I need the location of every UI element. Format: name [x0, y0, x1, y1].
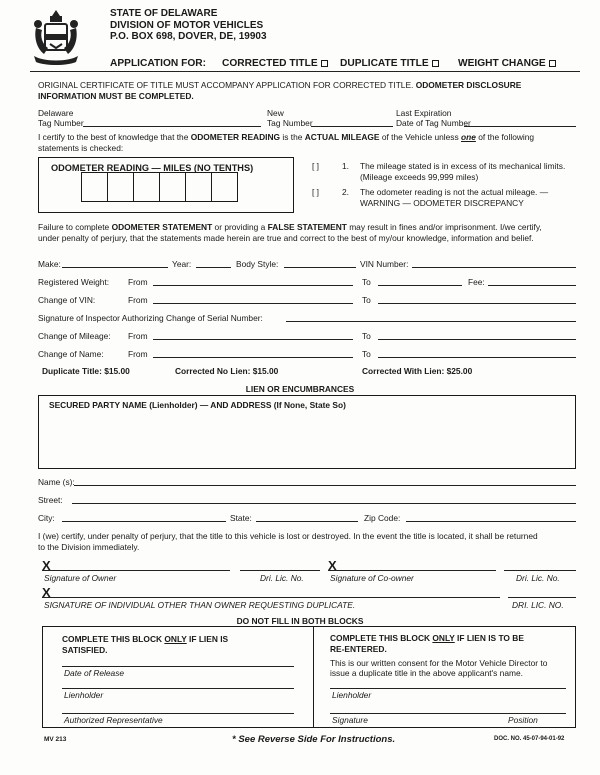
inspector-signature-field[interactable]	[286, 321, 576, 322]
street-field[interactable]	[72, 503, 576, 504]
consent-line-2: issue a duplicate title in the above applicant's name.	[330, 668, 523, 678]
date-of-release-field[interactable]	[62, 666, 294, 667]
warning-line-1: Failure to complete ODOMETER STATEMENT or providing a FALSE STATEMENT may result in fines and/or imprisonment. I/we certify,	[38, 222, 542, 232]
form-number: MV 213	[44, 736, 67, 743]
body-style-label: Body Style:	[236, 259, 279, 269]
date-of-tag-number-field[interactable]	[464, 126, 576, 127]
header-division: DIVISION OF MOTOR VEHICLES	[110, 19, 264, 31]
owner-license-field[interactable]	[240, 570, 320, 571]
name-from-field[interactable]	[153, 357, 353, 358]
lost-title-cert-line-2: to the Division immediately.	[38, 542, 140, 552]
lien-reentered-block-title: COMPLETE THIS BLOCK ONLY IF LIEN IS TO BE	[330, 633, 524, 643]
owner-license-caption: Dri. Lic. No.	[260, 573, 304, 583]
lienholder-left-caption: Lienholder	[64, 690, 104, 700]
names-label: Name (s):	[38, 477, 75, 487]
coowner-signature-caption: Signature of Co-owner	[330, 573, 414, 583]
fee-corrected-no-lien: Corrected No Lien: $15.00	[175, 366, 279, 376]
lienholder-box-title: SECURED PARTY NAME (Lienholder) — AND ADDRESS (If None, State So)	[49, 400, 346, 410]
lien-reentered-block-subtitle: RE-ENTERED.	[330, 644, 387, 654]
statement-1-subtext: (Mileage exceeds 99,999 miles)	[360, 172, 479, 182]
year-field[interactable]	[196, 267, 231, 268]
lienholder-right-field[interactable]	[330, 688, 566, 689]
state-label: State:	[230, 513, 252, 523]
change-of-mileage-label: Change of Mileage:	[38, 331, 111, 341]
corrected-title-checkbox[interactable]	[321, 60, 328, 67]
option-weight-change[interactable]: WEIGHT CHANGE	[458, 58, 556, 70]
vin-number-field[interactable]	[412, 267, 576, 268]
option-duplicate-title[interactable]: DUPLICATE TITLE	[340, 58, 439, 70]
fee-field[interactable]	[488, 285, 576, 286]
individual-x-mark: X	[42, 585, 51, 600]
new-tag-number-label: Tag Number	[267, 118, 313, 128]
vin-from-label: From	[128, 295, 148, 305]
odometer-title: ODOMETER READING — MILES (NO TENTHS)	[51, 163, 254, 173]
signature-caption: Signature	[332, 715, 368, 725]
mileage-from-label: From	[128, 331, 148, 341]
statement-2-checkbox[interactable]: [ ]	[312, 187, 319, 197]
odometer-digit-6[interactable]	[211, 172, 238, 202]
instructions-line-1: ORIGINAL CERTIFICATE OF TITLE MUST ACCOMPANY APPLICATION FOR CORRECTED TITLE. ODOMETER DISCLOSURE	[38, 80, 522, 90]
names-field[interactable]	[74, 485, 576, 486]
weight-to-field[interactable]	[378, 285, 462, 286]
vin-number-label: VIN Number:	[360, 259, 409, 269]
vin-to-field[interactable]	[378, 303, 576, 304]
odometer-digit-2[interactable]	[107, 172, 134, 202]
name-to-field[interactable]	[378, 357, 576, 358]
body-style-field[interactable]	[284, 267, 356, 268]
vin-from-field[interactable]	[153, 303, 353, 304]
mileage-to-label: To	[362, 331, 371, 341]
coowner-license-caption: Dri. Lic. No.	[516, 573, 560, 583]
fee-corrected-with-lien: Corrected With Lien: $25.00	[362, 366, 473, 376]
statement-2-number: 2.	[342, 187, 349, 197]
instructions-line-2: INFORMATION MUST BE COMPLETED.	[38, 91, 194, 101]
weight-to-label: To	[362, 277, 371, 287]
lienholder-left-field[interactable]	[62, 688, 294, 689]
application-for-label: APPLICATION FOR:	[110, 58, 207, 69]
duplicate-title-checkbox[interactable]	[432, 60, 439, 67]
statement-2-subtext: WARNING — ODOMETER DISCREPANCY	[360, 198, 524, 208]
zip-code-field[interactable]	[406, 521, 576, 522]
authorized-representative-caption: Authorized Representative	[64, 715, 163, 725]
odometer-reading-box	[38, 157, 294, 213]
statement-1-number: 1.	[342, 161, 349, 171]
individual-signature-field[interactable]	[42, 597, 500, 598]
weight-from-label: From	[128, 277, 148, 287]
date-of-tag-number-label: Date of Tag Number	[396, 118, 471, 128]
name-from-label: From	[128, 349, 148, 359]
odometer-digit-1[interactable]	[81, 172, 108, 202]
city-label: City:	[38, 513, 55, 523]
change-of-name-label: Change of Name:	[38, 349, 104, 359]
individual-license-caption: DRI. LIC. NO.	[512, 600, 564, 610]
header-divider	[30, 71, 580, 72]
registered-weight-label: Registered Weight:	[38, 277, 110, 287]
weight-change-checkbox[interactable]	[549, 60, 556, 67]
odometer-digit-3[interactable]	[133, 172, 160, 202]
last-expiration-label: Last Expiration	[396, 108, 452, 118]
header-address: P.O. BOX 698, DOVER, DE, 19903	[110, 31, 267, 42]
option-corrected-title[interactable]: CORRECTED TITLE	[222, 58, 328, 70]
certify-line-2: statements is checked:	[38, 143, 124, 153]
make-label: Make:	[38, 259, 61, 269]
odometer-digit-5[interactable]	[185, 172, 212, 202]
warning-line-2: under penalty of perjury, that the statements made herein are true and correct to the best of my/our knowledge, information and belief.	[38, 233, 534, 243]
owner-x-mark: X	[42, 558, 51, 573]
inspector-signature-label: Signature of Inspector Authorizing Change of Serial Number:	[38, 313, 263, 323]
fee-duplicate-title: Duplicate Title: $15.00	[42, 366, 130, 376]
name-to-label: To	[362, 349, 371, 359]
individual-signature-caption: SIGNATURE OF INDIVIDUAL OTHER THAN OWNER REQUESTING DUPLICATE.	[44, 600, 356, 610]
year-label: Year:	[172, 259, 192, 269]
mileage-from-field[interactable]	[153, 339, 353, 340]
city-field[interactable]	[62, 521, 226, 522]
lienholder-right-caption: Lienholder	[332, 690, 372, 700]
tag-number-label: Tag Number	[38, 118, 84, 128]
odometer-digit-4[interactable]	[159, 172, 186, 202]
delaware-state-seal	[30, 8, 82, 66]
consent-line-1: This is our written consent for the Motor Vehicle Director to	[330, 658, 548, 668]
document-number: DOC. NO. 45-07-94-01-92	[494, 736, 565, 742]
coowner-x-mark: X	[328, 558, 337, 573]
individual-license-field[interactable]	[508, 597, 576, 598]
lienholder-box[interactable]	[38, 395, 576, 469]
change-of-vin-label: Change of VIN:	[38, 295, 96, 305]
certify-line-1: I certify to the best of knowledge that the ODOMETER READING is the ACTUAL MILEAGE of the Vehicle unless one of the following	[38, 132, 535, 142]
make-field[interactable]	[62, 267, 168, 268]
authorized-representative-field[interactable]	[62, 713, 294, 714]
statement-2-text: The odometer reading is not the actual mileage. —	[360, 187, 549, 197]
weight-from-field[interactable]	[153, 285, 353, 286]
lien-satisfied-block-subtitle: SATISFIED.	[62, 645, 108, 655]
lien-heading: LIEN OR ENCUMBRANCES	[245, 384, 355, 394]
owner-signature-field[interactable]	[42, 570, 230, 571]
do-not-fill-both-heading: DO NOT FILL IN BOTH BLOCKS	[236, 616, 364, 626]
coowner-signature-field[interactable]	[328, 570, 496, 571]
owner-signature-caption: Signature of Owner	[44, 573, 117, 583]
zip-code-label: Zip Code:	[364, 513, 401, 523]
delaware-label: Delaware	[38, 108, 74, 118]
coowner-license-field[interactable]	[504, 570, 576, 571]
release-blocks-divider	[313, 626, 314, 728]
position-caption: Position	[508, 715, 538, 725]
street-label: Street:	[38, 495, 63, 505]
statement-1-checkbox[interactable]: [ ]	[312, 161, 319, 171]
header-state: STATE OF DELAWARE	[110, 8, 218, 19]
tag-number-field[interactable]	[83, 126, 261, 127]
new-tag-number-field[interactable]	[311, 126, 393, 127]
fee-label: Fee:	[468, 277, 485, 287]
lien-satisfied-block-title: COMPLETE THIS BLOCK ONLY IF LIEN IS	[62, 634, 229, 644]
statement-1-text: The mileage stated is in excess of its mechanical limits.	[360, 161, 566, 171]
date-of-release-caption: Date of Release	[64, 668, 125, 678]
lost-title-cert-line-1: I (we) certify, under penalty of perjury, that the title to this vehicle is lost or destroyed. In the event the title is located, it shall be returned	[38, 531, 538, 541]
state-field[interactable]	[256, 521, 358, 522]
mileage-to-field[interactable]	[378, 339, 576, 340]
signature-position-field[interactable]	[330, 713, 566, 714]
vin-to-label: To	[362, 295, 371, 305]
see-reverse-note: * See Reverse Side For Instructions.	[232, 734, 396, 745]
new-label: New	[267, 108, 284, 118]
